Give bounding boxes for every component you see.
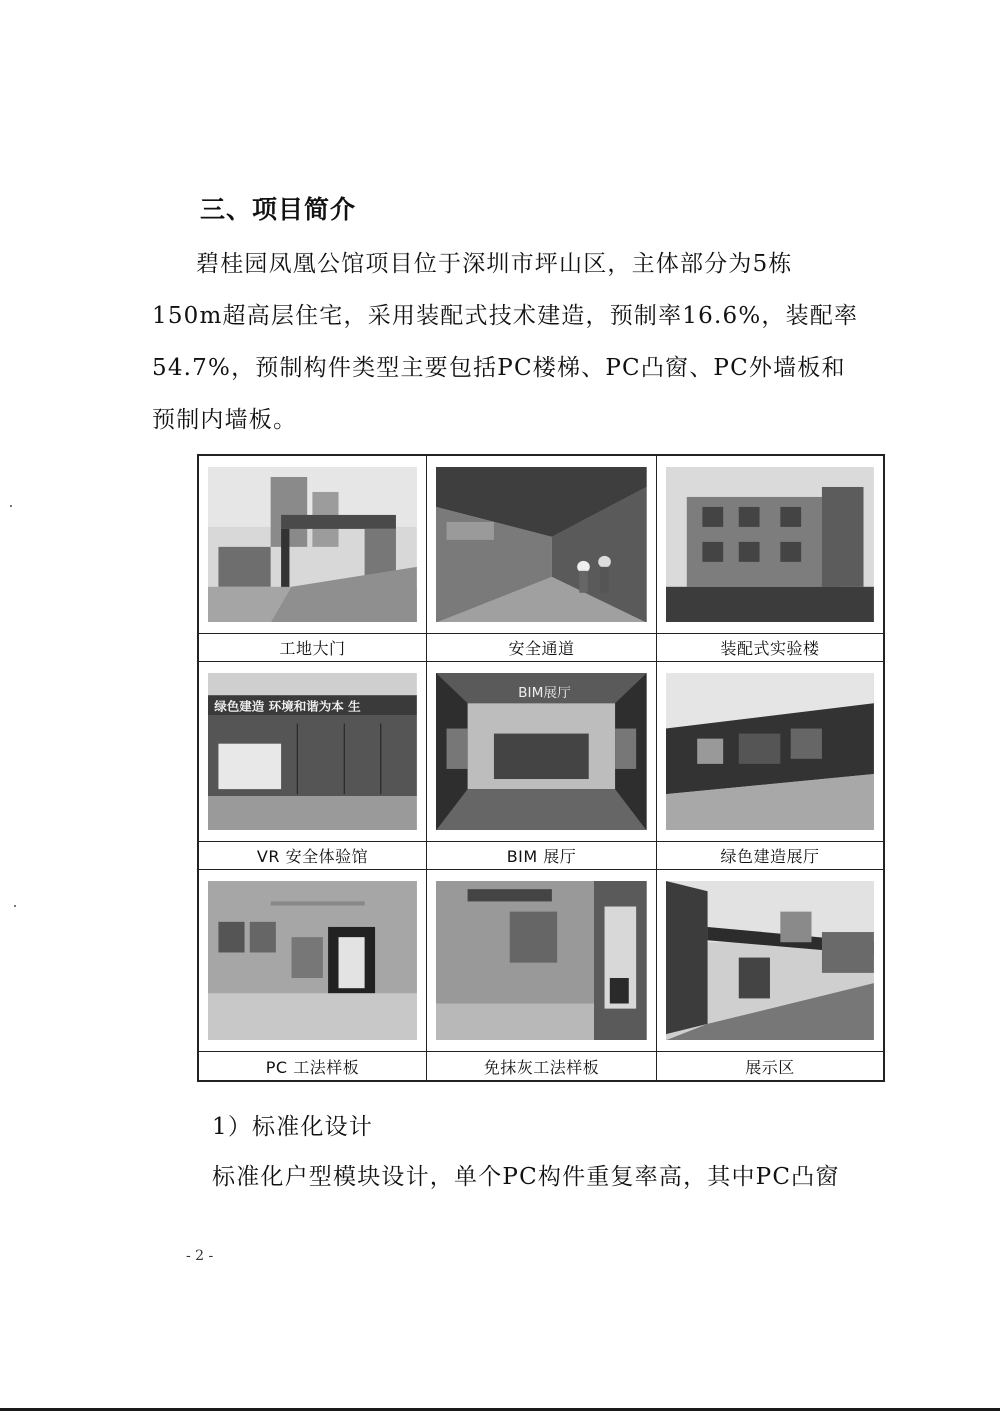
photo-pc-method-sample [208, 881, 417, 1040]
intro-paragraph [152, 238, 892, 446]
photo-caption-cell [657, 842, 883, 870]
photo-cell [199, 456, 427, 634]
photo-sign-text: BIM展厅 [518, 686, 571, 701]
photo-cell [199, 662, 427, 842]
photo-prefab-test-building [666, 467, 874, 623]
photo-caption-cell [427, 634, 657, 662]
photo-vr-safety-hall [208, 673, 417, 831]
body-text: 标准化户型模块设计，单个PC构件重复率高，其中PC凸窗 [212, 1164, 840, 1190]
photo-caption-cell [199, 1052, 427, 1080]
photo-caption: 免抹灰工法样板 [483, 1057, 600, 1077]
photo-cell [199, 870, 427, 1052]
photo-caption: 展示区 [745, 1057, 795, 1077]
page-number: - 2 - [186, 1248, 214, 1264]
photo-caption: VR 安全体验馆 [256, 847, 369, 866]
photo-caption: 安全通道 [508, 639, 575, 658]
photo-safety-passage [436, 467, 647, 623]
photo-green-construction-hall [666, 673, 874, 831]
scan-artifact [14, 905, 16, 907]
photo-grid [197, 454, 885, 1082]
photo-bim-hall [436, 673, 647, 831]
photo-exhibition-area [666, 881, 874, 1040]
subsection-heading: 1）标准化设计 [212, 1114, 374, 1140]
intro-line: 54.7%，预制构件类型主要包括PC楼梯、PC凸窗、PC外墙板和 [152, 355, 846, 381]
photo-caption: 绿色建造展厅 [720, 847, 820, 866]
photo-caption: 工地大门 [279, 639, 346, 658]
photo-caption-cell [427, 1052, 657, 1080]
photo-cell [427, 456, 657, 634]
photo-caption-cell [427, 842, 657, 870]
photo-caption-cell [657, 1052, 883, 1080]
scan-border [0, 1408, 1000, 1411]
photo-sign-text: 绿色建造 环境和谐为本 生 [214, 699, 361, 714]
photo-cell [657, 662, 883, 842]
intro-line: 150m超高层住宅，采用装配式技术建造，预制率16.6%，装配率 [152, 303, 859, 329]
photo-caption-cell [657, 634, 883, 662]
section-title: 三、项目简介 [200, 195, 357, 224]
photo-site-gate [208, 467, 417, 623]
photo-caption: PC 工法样板 [265, 1057, 360, 1077]
photo-no-plaster-method-sample [436, 881, 647, 1040]
photo-caption-cell [199, 634, 427, 662]
intro-line: 碧桂园凤凰公馆项目位于深圳市坪山区，主体部分为5栋 [196, 251, 793, 277]
photo-cell [657, 870, 883, 1052]
photo-cell [657, 456, 883, 634]
photo-caption-cell [199, 842, 427, 870]
photo-cell [427, 870, 657, 1052]
photo-cell [427, 662, 657, 842]
photo-caption: BIM 展厅 [506, 847, 577, 866]
photo-caption: 装配式实验楼 [720, 639, 820, 658]
scan-artifact [10, 505, 12, 507]
intro-line: 预制内墙板。 [152, 407, 298, 433]
